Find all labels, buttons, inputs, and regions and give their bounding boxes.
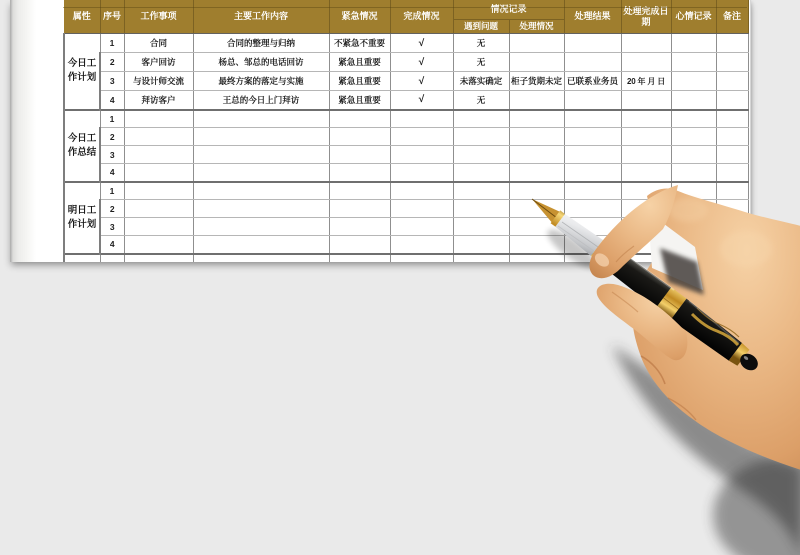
cell[interactable]: 紧急且重要: [329, 53, 390, 72]
col-header-note: 备注: [716, 0, 748, 34]
cell: [193, 254, 329, 263]
cell[interactable]: [390, 236, 453, 254]
cell[interactable]: [329, 146, 390, 164]
cell[interactable]: 3: [100, 146, 124, 164]
paper-left-edge: [10, 0, 36, 262]
cell[interactable]: 4: [100, 236, 124, 254]
cell[interactable]: 1: [100, 34, 124, 53]
cell[interactable]: [329, 218, 390, 236]
cell[interactable]: [671, 34, 716, 53]
cell[interactable]: [390, 182, 453, 200]
col-header-record-group: 情况记录: [453, 0, 564, 20]
cell[interactable]: [193, 182, 329, 200]
cell[interactable]: [453, 110, 509, 128]
cell[interactable]: 合同: [124, 34, 193, 53]
cell[interactable]: [716, 164, 748, 182]
cell[interactable]: [453, 164, 509, 182]
table-row: [64, 53, 748, 72]
col-header-attr: 属性: [64, 0, 100, 34]
col-header-urgency: 紧急情况: [329, 0, 390, 34]
cell[interactable]: [621, 164, 671, 182]
col-header-item: 工作事项: [124, 0, 193, 34]
cell[interactable]: [193, 236, 329, 254]
col-header-handling: 处理情况: [509, 20, 564, 34]
cell[interactable]: 4: [100, 91, 124, 110]
cell[interactable]: [124, 128, 193, 146]
cell[interactable]: [329, 110, 390, 128]
cell[interactable]: [564, 110, 621, 128]
hand-holding-fountain-pen-photo: [490, 180, 800, 555]
col-header-done: 完成情况: [390, 0, 453, 34]
cell[interactable]: [716, 110, 748, 128]
cell[interactable]: 王总的今日上门拜访: [193, 91, 329, 110]
cell[interactable]: [329, 182, 390, 200]
col-header-mood: 心情记录: [671, 0, 716, 34]
cell[interactable]: [716, 128, 748, 146]
cell[interactable]: 拜访客户: [124, 91, 193, 110]
cell[interactable]: 不紧急不重要: [329, 34, 390, 53]
cell[interactable]: [193, 218, 329, 236]
cell[interactable]: [329, 200, 390, 218]
cell[interactable]: [621, 110, 671, 128]
cell[interactable]: [564, 91, 621, 110]
cell[interactable]: [453, 128, 509, 146]
cell[interactable]: [671, 110, 716, 128]
cell[interactable]: [453, 146, 509, 164]
col-header-no: 序号: [100, 0, 124, 34]
cell: [124, 254, 193, 263]
cell[interactable]: 20 年 月 日: [621, 72, 671, 91]
cell[interactable]: √: [390, 34, 453, 53]
cell[interactable]: [390, 200, 453, 218]
cell[interactable]: √: [390, 72, 453, 91]
table-row: [64, 164, 748, 182]
cell[interactable]: [564, 164, 621, 182]
cell[interactable]: [509, 91, 564, 110]
cell[interactable]: [564, 146, 621, 164]
cell[interactable]: 4: [100, 164, 124, 182]
cell[interactable]: [193, 146, 329, 164]
cell[interactable]: 无: [453, 91, 509, 110]
cell[interactable]: [716, 72, 748, 91]
cell[interactable]: [621, 91, 671, 110]
cell[interactable]: [671, 164, 716, 182]
cell[interactable]: [564, 53, 621, 72]
cell[interactable]: [329, 128, 390, 146]
table-row: [64, 128, 748, 146]
cell[interactable]: [509, 53, 564, 72]
table-row: [64, 34, 748, 53]
cell[interactable]: [716, 91, 748, 110]
cell[interactable]: [716, 146, 748, 164]
cell[interactable]: 2: [100, 200, 124, 218]
cell[interactable]: 3: [100, 72, 124, 91]
cell[interactable]: [671, 146, 716, 164]
cell[interactable]: [621, 128, 671, 146]
cell[interactable]: [193, 128, 329, 146]
cell[interactable]: [716, 53, 748, 72]
section-label-today-plan[interactable]: 今日工作计划: [64, 34, 100, 110]
cell[interactable]: √: [390, 91, 453, 110]
cell[interactable]: [390, 110, 453, 128]
cell[interactable]: [124, 200, 193, 218]
cell[interactable]: [124, 218, 193, 236]
cell[interactable]: [124, 164, 193, 182]
cell[interactable]: 无: [453, 34, 509, 53]
cell[interactable]: [509, 34, 564, 53]
cell[interactable]: [390, 128, 453, 146]
cell[interactable]: [509, 146, 564, 164]
cell[interactable]: 客户回访: [124, 53, 193, 72]
cell[interactable]: [124, 146, 193, 164]
table-row: [64, 110, 748, 128]
cell[interactable]: 2: [100, 53, 124, 72]
cell[interactable]: [390, 164, 453, 182]
cell[interactable]: 无: [453, 53, 509, 72]
cell[interactable]: 紧急且重要: [329, 72, 390, 91]
cell: [390, 254, 453, 263]
col-header-date: 处理完成日期: [621, 0, 671, 34]
cell[interactable]: [509, 164, 564, 182]
cell[interactable]: 1: [100, 182, 124, 200]
cell: [100, 254, 124, 263]
cell[interactable]: [329, 236, 390, 254]
cell[interactable]: 未落实确定: [453, 72, 509, 91]
section-label-tomorrow-plan[interactable]: 明日工作计划: [64, 182, 100, 254]
cell[interactable]: [124, 236, 193, 254]
cell[interactable]: 3: [100, 218, 124, 236]
cell[interactable]: 柜子货期未定: [509, 72, 564, 91]
cell[interactable]: 杨总、邹总的电话回访: [193, 53, 329, 72]
cell[interactable]: [193, 164, 329, 182]
cell[interactable]: [621, 53, 671, 72]
col-header-content: 主要工作内容: [193, 0, 329, 34]
col-header-problem: 遇到问题: [453, 20, 509, 34]
cell[interactable]: [124, 182, 193, 200]
cell[interactable]: [329, 164, 390, 182]
cell[interactable]: [124, 110, 193, 128]
cell[interactable]: [671, 53, 716, 72]
cell[interactable]: [193, 110, 329, 128]
col-header-result: 处理结果: [564, 0, 621, 34]
cell[interactable]: [390, 218, 453, 236]
cell: [329, 254, 390, 263]
cell[interactable]: 1: [100, 110, 124, 128]
cell[interactable]: [671, 72, 716, 91]
cell[interactable]: 2: [100, 128, 124, 146]
cell: [64, 254, 100, 263]
cell[interactable]: 与设计师交流: [124, 72, 193, 91]
cell[interactable]: [564, 34, 621, 53]
table-row: [64, 72, 748, 91]
cell[interactable]: [390, 146, 453, 164]
cell[interactable]: [716, 34, 748, 53]
table-row: [64, 146, 748, 164]
cell[interactable]: [671, 128, 716, 146]
cell[interactable]: [621, 34, 671, 53]
cell[interactable]: 合同的整理与归纳: [193, 34, 329, 53]
section-label-today-summary[interactable]: 今日工作总结: [64, 110, 100, 182]
cell[interactable]: [671, 91, 716, 110]
cell[interactable]: [509, 110, 564, 128]
cell[interactable]: 最终方案的落定与实施: [193, 72, 329, 91]
cell[interactable]: √: [390, 53, 453, 72]
cell[interactable]: [564, 128, 621, 146]
cell[interactable]: [509, 128, 564, 146]
cell[interactable]: [193, 200, 329, 218]
cell[interactable]: [621, 146, 671, 164]
cell[interactable]: 已联系业务员: [564, 72, 621, 91]
cell[interactable]: 紧急且重要: [329, 91, 390, 110]
table-row: [64, 91, 748, 110]
